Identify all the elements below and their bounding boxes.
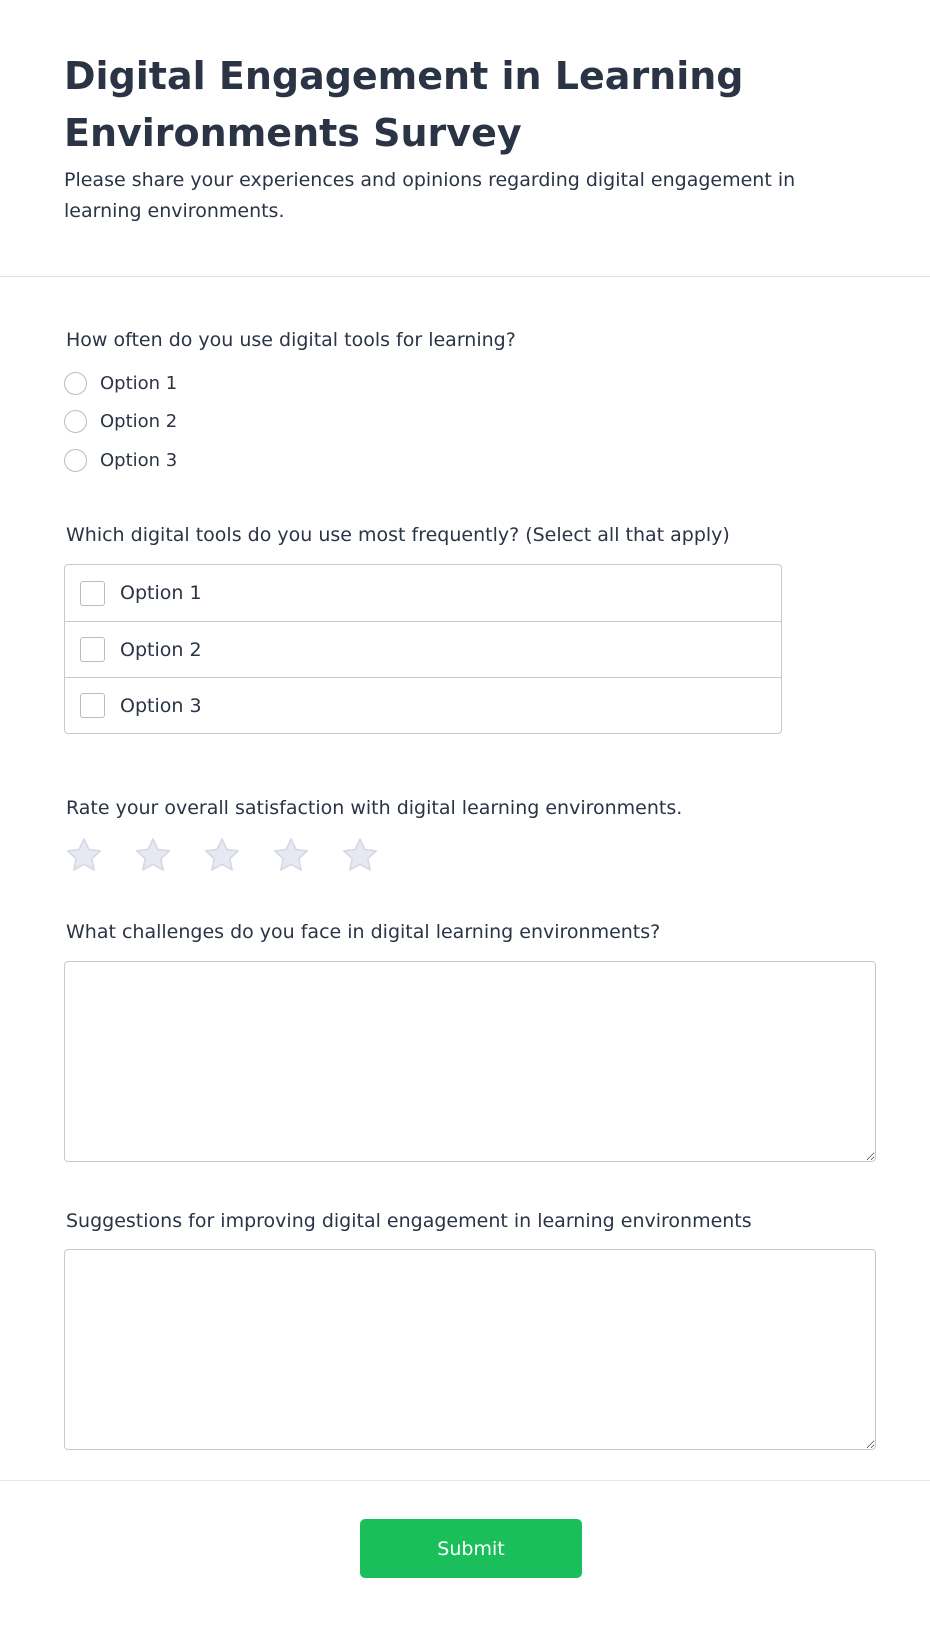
radio-option-label: Option 2 [100, 410, 178, 432]
question-tools-label: Which digital tools do you use most frequently? (Select all that apply) [66, 524, 730, 546]
page-subtitle: Please share your experiences and opinions regarding digital engagement in learning environments. [64, 169, 796, 222]
radio-circle[interactable] [64, 410, 87, 433]
challenges-textarea[interactable] [64, 961, 876, 1162]
radio-circle[interactable] [64, 372, 87, 395]
star-icon[interactable] [202, 836, 242, 876]
checkbox-option-label: Option 3 [120, 694, 202, 717]
radio-option-1[interactable] [64, 370, 177, 396]
checkbox-option-label: Option 1 [120, 582, 202, 604]
question-suggestions-label: Suggestions for improving digital engagement in learning environments [66, 1210, 752, 1232]
radio-option-2[interactable] [64, 408, 177, 434]
suggestions-textarea[interactable] [64, 1249, 876, 1450]
survey-header [0, 0, 930, 277]
question-satisfaction-label: Rate your overall satisfaction with digital learning environments. [66, 797, 683, 819]
radio-option-label: Option 1 [100, 372, 178, 394]
star-icon[interactable] [133, 836, 173, 876]
question-challenges-label: What challenges do you face in digital learning environments? [66, 921, 661, 943]
page-title: Digital Engagement in Learning Environments Survey [64, 54, 744, 155]
checkbox-option-1[interactable] [65, 565, 781, 621]
footer-divider [0, 1480, 930, 1481]
checkbox[interactable] [80, 581, 105, 606]
checkbox[interactable] [80, 637, 105, 662]
star-icon[interactable] [64, 836, 104, 876]
submit-button[interactable]: Submit [360, 1519, 582, 1578]
radio-circle[interactable] [64, 449, 87, 472]
star-icon[interactable] [340, 836, 380, 876]
question-frequency-label: How often do you use digital tools for learning? [66, 329, 516, 351]
star-icon[interactable] [271, 836, 311, 876]
checkbox-option-3[interactable] [65, 677, 781, 733]
checkbox-group [64, 564, 782, 734]
radio-option-3[interactable] [64, 447, 177, 473]
checkbox-option-2[interactable] [65, 621, 781, 677]
radio-option-label: Option 3 [100, 449, 178, 471]
checkbox[interactable] [80, 693, 105, 718]
checkbox-option-label: Option 2 [120, 638, 202, 661]
